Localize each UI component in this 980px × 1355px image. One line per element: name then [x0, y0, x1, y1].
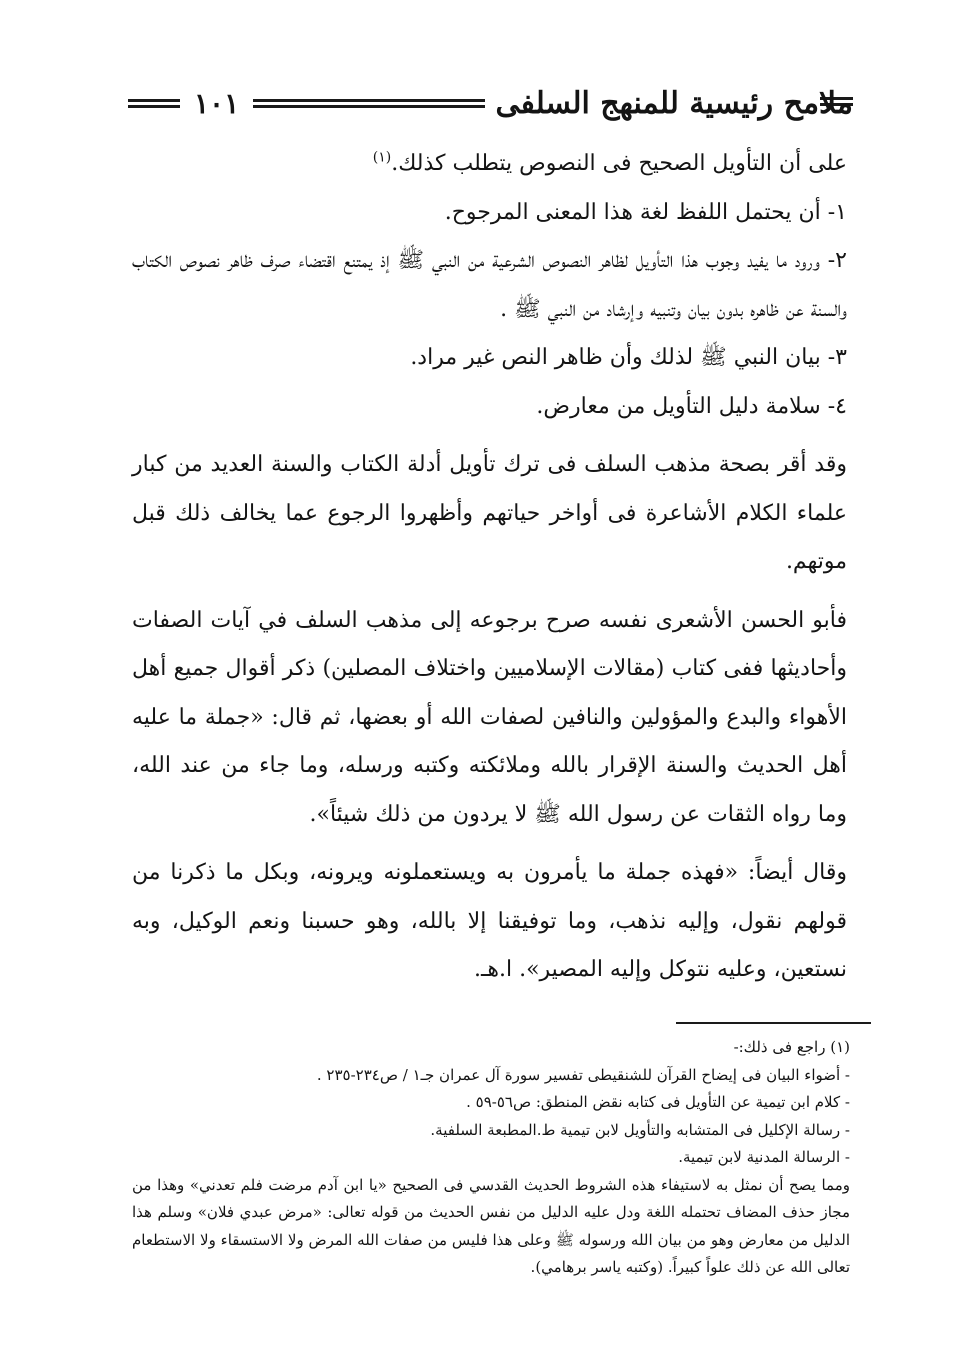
header-rule-middle [253, 99, 485, 108]
footnote-item: - أضواء البيان فى إيضاح القرآن للشنقيطى تفسير سورة آل عمران جـ١ / ص٢٣٤-٢٣٥ . [316, 1065, 850, 1084]
conditions-list [132, 189, 847, 432]
paragraph-salaf-approval: وقد أقر بصحة مذهب السلف فى ترك تأويل أدلة الكتاب والسنة العديد من كبار علماء الكلام الأشاعرة فى أواخر حياتهم وأظهروا الرجوع عما يخالف ذلك قبل موتهم. [132, 452, 847, 574]
footnote-note: ومما يصح أن نمثل به لاستيفاء هذه الشروط الحديث القدسي فى الصحيح «يا ابن آدم مرضت فلم تعدني» وهذا من مجاز حذف المضاف تحتمله اللغة ودل عليه الدليل من نفس الحديث من قوله تعالى: «مرض عبدي فلان» وسلم هذا الدليل من معارض وهو من بيان الله ورسوله ﷺ وعلى هذا فليس من صفات الله المرض ولا الاستسقاء ولا الاستطعام تعالى الله عن ذلك علواً كبيراً. (وكتبه ياسر برهامي). [132, 1175, 850, 1276]
footnote-item: - الرسالة المدنية لابن تيمية. [678, 1148, 850, 1166]
condition-item: ٢- ورود ما يفيد وجوب هذا التأويل لظاهر النصوص الشرعية من النبي ﷺ إذ يمتنع اقتضاء صرف ظاهر نصوص الكتاب والسنة عن ظاهره بدون بيان وتنبيه وإرشاد من النبي ﷺ . [132, 248, 847, 322]
footnote-separator [676, 1022, 871, 1024]
footnote-heading: (١) راجع فى ذلك:- [733, 1038, 850, 1056]
condition-item: ٤- سلامة دليل التأويل من معارض. [536, 393, 847, 419]
paragraph-quote: وقال أيضاً: «فهذه جملة ما يأمرون به ويستعملونه ويرونه، وبكل ما ذكرنا من قولهم نقول، وإليه نذهب، وما توفيقنا إلا بالله، وهو حسبنا ونعم الوكيل، وبه نستعين، وعليه نتوكل وإليه المصير». ا.هـ. [132, 860, 847, 982]
intro-paragraph [132, 140, 847, 189]
page-number: ١٠١ [194, 86, 240, 120]
footnote-item: - كلام ابن تيمية عن التأويل فى كتابه نقض المنطق: ص٥٦-٥٩ . [466, 1093, 850, 1111]
footnote-ref: (١) [372, 149, 392, 166]
paragraph-ashari: فأبو الحسن الأشعرى نفسه صرح برجوعه إلى مذهب السلف في آيات الصفات وأحاديثها ففى كتاب (مقالات الإسلاميين واختلاف المصلين) ذكر أقوال جميع أهل الأهواء والبدع والمؤولين والنافين لصفات الله أو بعضها، ثم قال: «جملة ما عليه أهل الحديث والسنة الإقرار بالله وملائكته وكتبه ورسله، وما جاء من عند الله، وما رواه الثقات عن رسول الله ﷺ لا يردون من ذلك شيئاً». [132, 607, 847, 827]
main-text [132, 140, 847, 995]
intro-text: على أن التأويل الصحيح فى النصوص يتطلب كذلك. [391, 151, 847, 176]
condition-item: ٣- بيان النبي ﷺ لذلك وأن ظاهر النص غير مراد. [410, 345, 847, 370]
footnotes [132, 1034, 850, 1282]
condition-item: ١- أن يحتمل اللفظ لغة هذا المعنى المرجوح. [444, 199, 847, 225]
footnote-item: - رسالة الإكليل فى المتشابه والتأويل لابن تيمية ط.المطبعة السلفية. [430, 1120, 850, 1139]
running-title: ملامح رئيسية للمنهج السلفى [495, 85, 853, 121]
header-rule-left [128, 99, 180, 108]
running-header [128, 78, 853, 128]
